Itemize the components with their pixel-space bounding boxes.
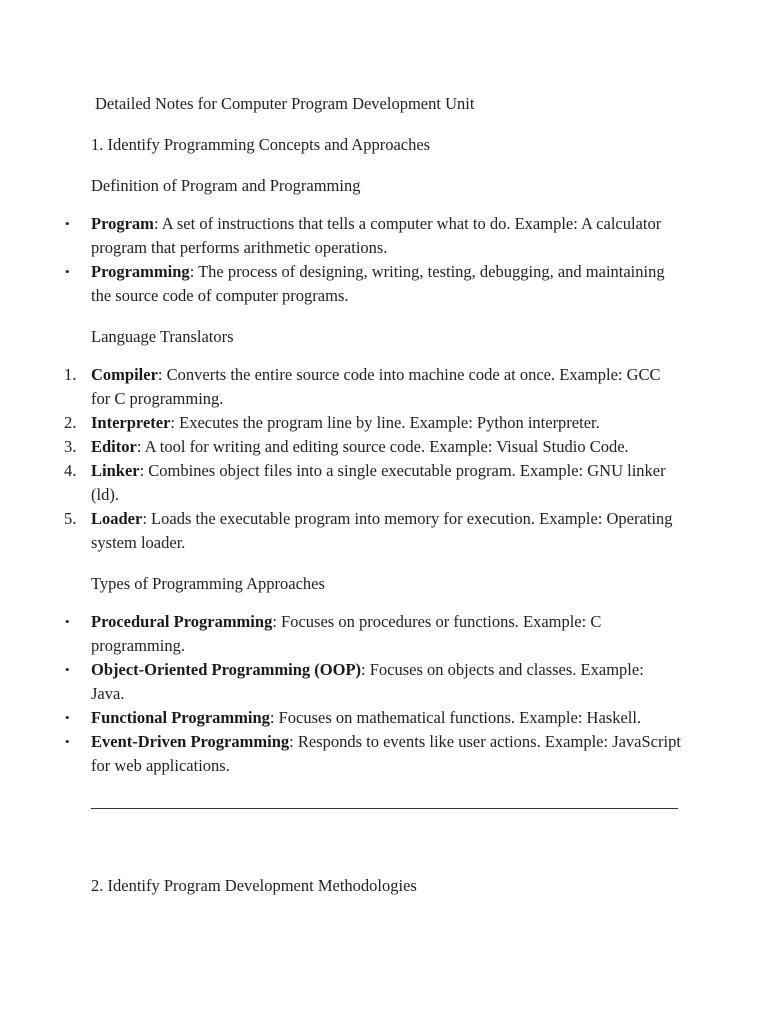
bullet-icon: • — [65, 614, 70, 629]
document-title: Detailed Notes for Computer Program Development Unit — [95, 94, 475, 113]
term: Programming — [91, 262, 190, 281]
definition-text: : Responds to events like user actions. Example: JavaScript for web applications. — [91, 732, 681, 775]
definition-text: : The process of designing, writing, testing, debugging, and maintaining the source code of computer programs. — [91, 262, 665, 305]
term: Editor — [91, 437, 137, 456]
term: Compiler — [91, 365, 158, 384]
definitions-heading: Definition of Program and Programming — [91, 176, 361, 195]
term: Loader — [91, 509, 143, 528]
term: Interpreter — [91, 413, 171, 432]
list-item — [64, 411, 681, 435]
definition-text: : Executes the program line by line. Example: Python interpreter. — [170, 413, 600, 432]
term: Procedural Programming — [91, 612, 273, 631]
term: Program — [91, 214, 154, 233]
list-item — [65, 730, 681, 778]
definition-text: : Loads the executable program into memory for execution. Example: Operating system loader. — [91, 509, 673, 552]
term: Object-Oriented Programming (OOP) — [91, 660, 362, 679]
list-item — [64, 459, 681, 507]
list-item — [65, 706, 681, 730]
bullet-icon: • — [65, 710, 70, 725]
term: Linker — [91, 461, 140, 480]
horizontal-rule — [91, 808, 678, 809]
approaches-list — [65, 610, 681, 778]
bullet-icon: • — [65, 264, 70, 279]
section-1-heading: 1. Identify Programming Concepts and Approaches — [91, 135, 431, 154]
translators-list — [64, 363, 681, 555]
list-number: 4. — [64, 461, 77, 480]
term: Functional Programming — [91, 708, 270, 727]
list-item — [65, 260, 681, 308]
definitions-list — [65, 212, 681, 308]
bullet-icon: • — [65, 662, 70, 677]
list-number: 1. — [64, 365, 77, 384]
definition-text: : Focuses on objects and classes. Example: Java. — [91, 660, 644, 703]
list-item — [65, 212, 681, 260]
list-item — [64, 363, 681, 411]
section-2-heading: 2. Identify Program Development Methodologies — [91, 876, 417, 895]
list-item — [64, 435, 681, 459]
definition-text: : Focuses on procedures or functions. Example: C programming. — [91, 612, 602, 655]
bullet-icon: • — [65, 734, 70, 749]
term: Event-Driven Programming — [91, 732, 290, 751]
list-number: 3. — [64, 437, 77, 456]
list-number: 2. — [64, 413, 77, 432]
definition-text: : Converts the entire source code into machine code at once. Example: GCC for C programming. — [91, 365, 661, 408]
approaches-heading: Types of Programming Approaches — [91, 574, 325, 593]
list-number: 5. — [64, 509, 77, 528]
definition-text: : A set of instructions that tells a computer what to do. Example: A calculator program that performs arithmetic operations. — [91, 214, 662, 257]
bullet-icon: • — [65, 216, 70, 231]
definition-text: : Combines object files into a single executable program. Example: GNU linker (ld). — [91, 461, 666, 504]
list-item — [65, 610, 681, 658]
definition-text: : Focuses on mathematical functions. Example: Haskell. — [269, 708, 642, 727]
list-item — [64, 507, 681, 555]
list-item — [65, 658, 681, 706]
translators-heading: Language Translators — [91, 327, 234, 346]
definition-text: : A tool for writing and editing source code. Example: Visual Studio Code. — [136, 437, 629, 456]
